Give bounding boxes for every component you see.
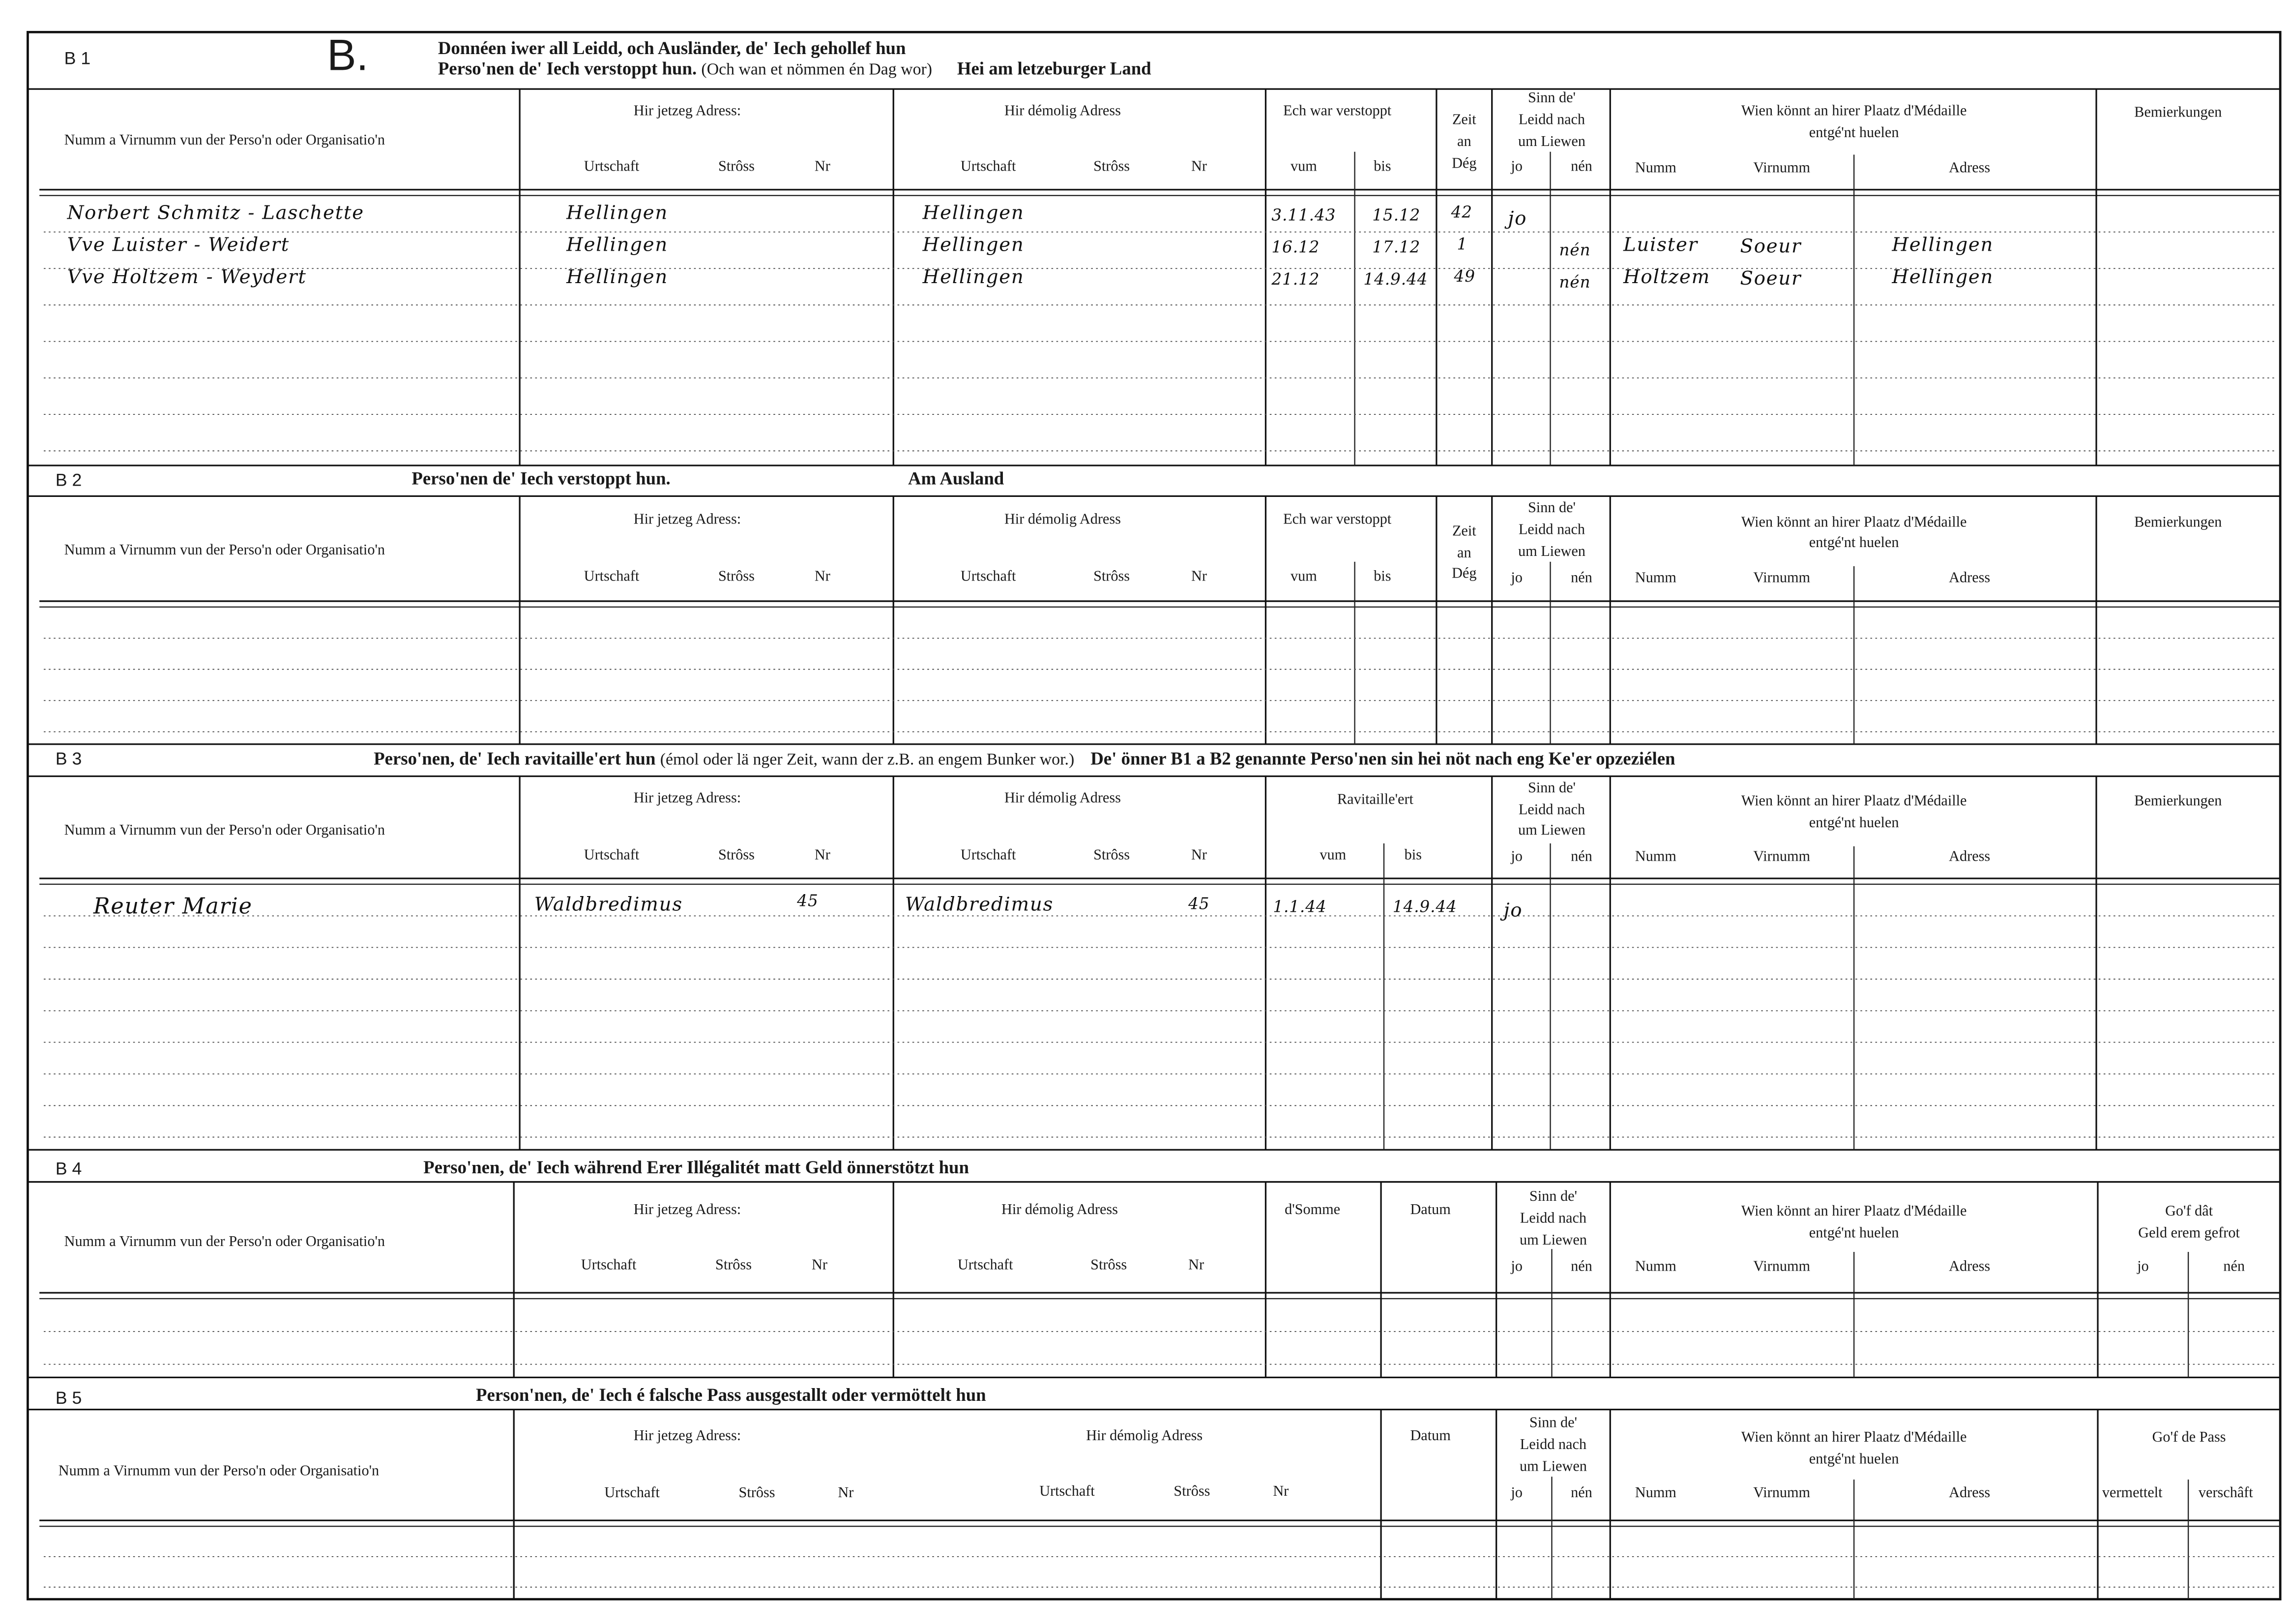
section-b2-title-b: Am Ausland (908, 468, 1004, 489)
b1-alive-header-1: Sinn de' (1527, 90, 1576, 107)
section-b3-title-b: (émol oder lä nger Zeit, wann der z.B. an engem Bunker wor.) (660, 751, 1075, 769)
b3-old-street-header: Strôss (1093, 847, 1130, 864)
b2-remarks-header: Bemierkungen (2134, 515, 2222, 531)
b3-name-header: Numm a Virnumm vun der Perso'n oder Organisatio'n (64, 823, 385, 839)
b5-passed-on-header: vermettelt (2102, 1485, 2163, 1502)
b4-firstname-header: Virnumm (1753, 1259, 1811, 1276)
b5-medal-header-2: entgé'nt huelen (1809, 1451, 1899, 1468)
b1-old-place-header: Urtschaft (960, 159, 1016, 175)
b3-row1-place: Waldbredimus (534, 894, 683, 917)
b5-name-header: Numm a Virnumm vun der Perso'n oder Organisatio'n (58, 1463, 380, 1480)
b1-row2-medal-address: Hellingen (1892, 234, 1994, 257)
b3-row1-nr: 45 (797, 891, 819, 911)
b5-place-header: Urtschaft (604, 1485, 660, 1502)
b1-from-header: vum (1290, 159, 1317, 175)
b1-row3-until: 14.9.44 (1363, 270, 1428, 289)
b4-money-no-header: nén (2223, 1259, 2245, 1276)
b5-alive-header-2: Leidd nach (1520, 1437, 1587, 1453)
b5-surname-header: Numm (1635, 1485, 1676, 1502)
section-b4-id: B 4 (55, 1159, 82, 1179)
b3-old-address-header: Hir démolig Adress (1004, 790, 1121, 807)
b3-row1-from: 1.1.44 (1273, 897, 1327, 917)
b1-name-header: Numm a Virnumm vun der Perso'n oder Organisatio'n (64, 133, 385, 149)
b5-old-number-header: Nr (1273, 1484, 1289, 1500)
section-b1-id: B 1 (64, 48, 91, 69)
b1-row1-from: 3.11.43 (1271, 205, 1336, 225)
b1-current-address-header: Hir jetzeg Adress: (633, 103, 741, 120)
b1-surname-header: Numm (1635, 160, 1676, 177)
b5-pass-header: Go'f de Pass (2152, 1430, 2226, 1446)
section-b2-id: B 2 (55, 469, 82, 491)
b5-sold-header: verschâft (2198, 1485, 2253, 1502)
b1-row3-name: Vve Holtzem - Weydert (67, 267, 307, 289)
b1-row1-until: 15.12 (1372, 205, 1421, 225)
section-b1-subtitle-a: Perso'nen de' Iech verstoppt hun. (438, 58, 697, 79)
b5-current-address-header: Hir jetzeg Adress: (633, 1428, 741, 1445)
b4-current-address-header: Hir jetzeg Adress: (633, 1202, 741, 1218)
b4-place-header: Urtschaft (581, 1257, 637, 1274)
b1-time-header-1: Zeit (1452, 112, 1476, 129)
b5-firstname-header: Virnumm (1753, 1485, 1811, 1502)
section-b3-title-c: De' önner B1 a B2 genannte Perso'nen sin hei nöt nach eng Ke'er opzeziélen (1090, 748, 1675, 769)
b1-row1-old-place: Hellingen (922, 203, 1025, 225)
b1-row3-medal-address: Hellingen (1892, 267, 1994, 289)
b5-no-header: nén (1571, 1485, 1592, 1502)
b1-row2-name: Vve Luister - Weidert (67, 234, 290, 257)
b1-row2-from: 16.12 (1271, 237, 1320, 257)
b3-address-header: Adress (1949, 849, 1991, 866)
b1-alive-header-2: Leidd nach (1518, 112, 1585, 129)
b4-old-address-header: Hir démolig Adress (1001, 1202, 1118, 1218)
b1-old-number-header: Nr (1191, 159, 1207, 175)
b2-current-address-header: Hir jetzeg Adress: (633, 512, 741, 528)
section-b5-title: Person'nen, de' Iech é falsche Pass ausgestallt oder vermöttelt hun (476, 1385, 986, 1405)
b3-alive-header-2: Leidd nach (1518, 802, 1585, 819)
b1-row3-from: 21.12 (1271, 270, 1320, 289)
b1-place-header: Urtschaft (584, 159, 640, 175)
b1-row2-place: Hellingen (566, 234, 669, 257)
b1-hidden-header: Ech war verstoppt (1283, 103, 1392, 120)
b3-street-header: Strôss (718, 847, 755, 864)
b1-row3-place: Hellingen (566, 267, 669, 289)
b3-row1-old-nr: 45 (1188, 894, 1210, 914)
b3-no-header: nén (1571, 849, 1592, 866)
b1-old-address-header: Hir démolig Adress (1004, 103, 1121, 120)
b3-old-number-header: Nr (1191, 847, 1207, 864)
b1-row1-place: Hellingen (566, 203, 669, 225)
b1-until-header: bis (1374, 159, 1391, 175)
b2-firstname-header: Virnumm (1753, 570, 1811, 587)
b4-yes-header: jo (1511, 1259, 1523, 1276)
b4-old-number-header: Nr (1188, 1257, 1204, 1274)
b1-alive-header-3: um Liewen (1518, 134, 1585, 150)
b1-medal-header-1: Wien könnt an hirer Plaatz d'Médaille (1741, 103, 1967, 120)
b3-medal-header-1: Wien könnt an hirer Plaatz d'Médaille (1741, 793, 1967, 810)
b2-address-header: Adress (1949, 570, 1991, 587)
b4-alive-header-1: Sinn de' (1529, 1189, 1577, 1206)
b3-number-header: Nr (814, 847, 830, 864)
b3-surname-header: Numm (1635, 849, 1676, 866)
b5-old-street-header: Strôss (1174, 1484, 1210, 1500)
b1-firstname-header: Virnumm (1753, 160, 1811, 177)
b2-name-header: Numm a Virnumm vun der Perso'n oder Organisatio'n (64, 543, 385, 559)
section-b4-title: Perso'nen, de' Iech während Erer Illégalitét matt Geld önnerstötzt hun (423, 1157, 969, 1178)
b4-money-header-1: Go'f dât (2165, 1204, 2213, 1220)
b1-row2-old-place: Hellingen (922, 234, 1025, 257)
b1-row1-days: 42 (1451, 203, 1472, 222)
b5-date-header: Datum (1410, 1428, 1451, 1445)
b1-address-header: Adress (1949, 160, 1991, 177)
b4-alive-header-2: Leidd nach (1520, 1211, 1587, 1227)
b2-from-header: vum (1290, 569, 1317, 585)
b3-firstname-header: Virnumm (1753, 849, 1811, 866)
b4-date-header: Datum (1410, 1202, 1451, 1218)
b1-old-street-header: Strôss (1093, 159, 1130, 175)
b1-time-header-2: an (1457, 134, 1471, 150)
section-b5-id: B 5 (55, 1388, 82, 1408)
b1-row2-until: 17.12 (1372, 237, 1421, 257)
b2-surname-header: Numm (1635, 570, 1676, 587)
b2-alive-header-3: um Liewen (1518, 544, 1585, 560)
b4-alive-header-3: um Liewen (1519, 1233, 1587, 1249)
section-b1-subtitle-c: Hei am letzeburger Land (957, 58, 1151, 79)
b1-row1-yes: jo (1508, 208, 1527, 231)
b3-until-header: bis (1404, 847, 1422, 864)
b3-supplied-header: Ravitaille'ert (1337, 792, 1413, 809)
b1-row2-medal-first: Soeur (1740, 236, 1802, 259)
b2-old-place-header: Urtschaft (960, 569, 1016, 585)
section-b1-subtitle (438, 60, 1151, 80)
b4-old-street-header: Strôss (1090, 1257, 1127, 1274)
b4-no-header: nén (1571, 1259, 1592, 1276)
b2-time-header-2: an (1457, 546, 1471, 562)
b2-medal-header-1: Wien könnt an hirer Plaatz d'Médaille (1741, 515, 1967, 531)
b2-old-street-header: Strôss (1093, 569, 1130, 585)
b1-row3-no: nén (1559, 273, 1591, 292)
b3-alive-header-1: Sinn de' (1527, 781, 1576, 797)
b3-row1-yes: jo (1503, 900, 1523, 923)
b5-address-header: Adress (1949, 1485, 1991, 1502)
b3-place-header: Urtschaft (584, 847, 640, 864)
b1-street-header: Strôss (718, 159, 755, 175)
section-b1-title: Donnéen iwer all Leidd, och Ausländer, de' Iech gehollef hun (438, 38, 906, 58)
b3-medal-header-2: entgé'nt huelen (1809, 815, 1899, 832)
b2-medal-header-2: entgé'nt huelen (1809, 535, 1899, 552)
b1-medal-header-2: entgé'nt huelen (1809, 125, 1899, 142)
b1-time-header-3: Dég (1452, 156, 1477, 173)
b3-row1-until: 14.9.44 (1392, 897, 1457, 917)
b4-money-header-2: Geld erem gefrot (2138, 1225, 2240, 1242)
b1-row3-medal-first: Soeur (1740, 268, 1802, 290)
section-b2-title: Perso'nen de' Iech verstoppt hun. (411, 468, 671, 489)
b5-alive-header-1: Sinn de' (1529, 1415, 1577, 1432)
b2-until-header: bis (1374, 569, 1391, 585)
b1-row2-no: nén (1559, 240, 1591, 260)
b1-no-header: nén (1571, 159, 1592, 175)
b2-yes-header: jo (1511, 570, 1523, 587)
section-b3-title-a: Perso'nen, de' Iech ravitaille'ert hun (374, 748, 656, 769)
b5-medal-header-1: Wien könnt an hirer Plaatz d'Médaille (1741, 1430, 1967, 1446)
b4-number-header: Nr (811, 1257, 827, 1274)
b4-name-header: Numm a Virnumm vun der Perso'n oder Organisatio'n (64, 1234, 385, 1251)
b3-row1-old-place: Waldbredimus (905, 894, 1054, 917)
b3-yes-header: jo (1511, 849, 1523, 866)
b2-no-header: nén (1571, 570, 1592, 587)
b2-old-number-header: Nr (1191, 569, 1207, 585)
b1-row2-medal-name: Luister (1623, 234, 1698, 257)
b5-street-header: Strôss (738, 1485, 775, 1502)
b3-alive-header-3: um Liewen (1518, 823, 1585, 839)
b2-alive-header-2: Leidd nach (1518, 522, 1585, 539)
b2-time-header-1: Zeit (1452, 523, 1476, 540)
b1-row3-medal-name: Holtzem (1623, 267, 1711, 289)
b1-row3-days: 49 (1454, 267, 1475, 286)
b1-yes-header: jo (1511, 159, 1523, 175)
b3-current-address-header: Hir jetzeg Adress: (633, 790, 741, 807)
b2-street-header: Strôss (718, 569, 755, 585)
form-letter: B. (327, 32, 369, 81)
b4-medal-header-1: Wien könnt an hirer Plaatz d'Médaille (1741, 1204, 1967, 1220)
b2-number-header: Nr (814, 569, 830, 585)
section-b3-title (374, 750, 1675, 770)
section-b3-id: B 3 (55, 748, 82, 769)
b3-old-place-header: Urtschaft (960, 847, 1016, 864)
b2-place-header: Urtschaft (584, 569, 640, 585)
b4-address-header: Adress (1949, 1259, 1991, 1276)
b4-surname-header: Numm (1635, 1259, 1676, 1276)
b5-old-address-header: Hir démolig Adress (1086, 1428, 1203, 1445)
b5-yes-header: jo (1511, 1485, 1523, 1502)
b1-number-header: Nr (814, 159, 830, 175)
b5-alive-header-3: um Liewen (1519, 1459, 1587, 1476)
b3-from-header: vum (1320, 847, 1347, 864)
b1-remarks-header: Bemierkungen (2134, 105, 2222, 121)
b3-remarks-header: Bemierkungen (2134, 793, 2222, 810)
b5-number-header: Nr (838, 1485, 854, 1502)
b1-row2-days: 1 (1457, 234, 1468, 254)
b4-old-place-header: Urtschaft (957, 1257, 1013, 1274)
b2-time-header-3: Dég (1452, 566, 1477, 582)
b4-sum-header: d'Somme (1285, 1202, 1341, 1218)
b1-row3-old-place: Hellingen (922, 267, 1025, 289)
section-b1-subtitle-b: (Och wan et nömmen én Dag wor) (701, 61, 933, 79)
b2-old-address-header: Hir démolig Adress (1004, 512, 1121, 528)
b4-money-yes-header: jo (2137, 1259, 2149, 1276)
b5-old-place-header: Urtschaft (1039, 1484, 1095, 1500)
b2-alive-header-1: Sinn de' (1527, 500, 1576, 517)
b2-hidden-header: Ech war verstoppt (1283, 512, 1392, 528)
b1-row1-name: Norbert Schmitz - Laschette (67, 203, 364, 225)
b4-street-header: Strôss (715, 1257, 752, 1274)
b4-medal-header-2: entgé'nt huelen (1809, 1225, 1899, 1242)
b3-row1-name: Reuter Marie (93, 893, 253, 920)
